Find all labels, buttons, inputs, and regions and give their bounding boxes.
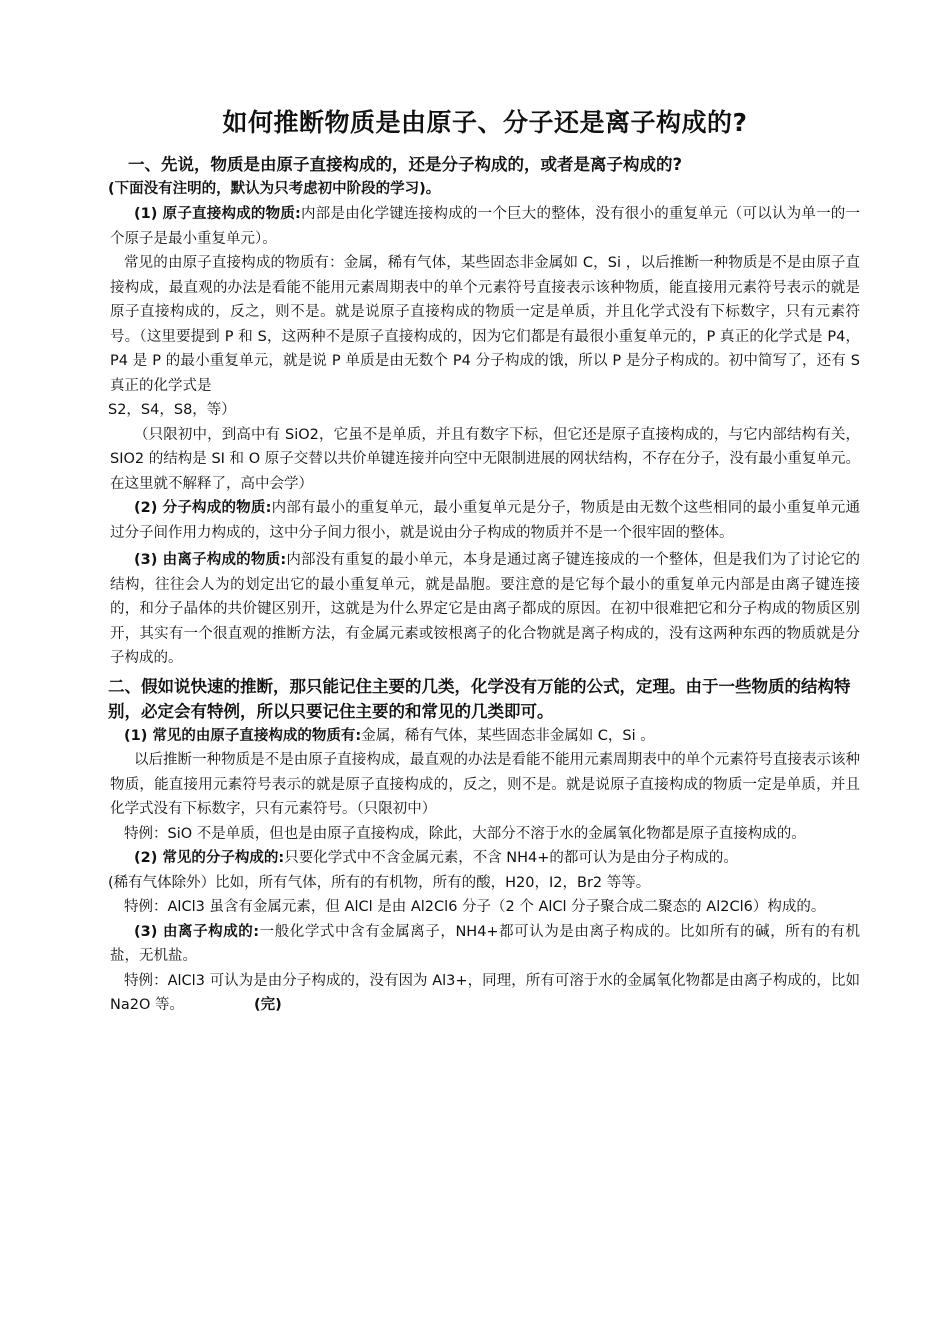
section2-molecule-label: (2) 常见的分子构成的:	[134, 850, 285, 866]
section2-atom-paragraph	[110, 724, 860, 749]
document-page	[110, 104, 860, 1018]
section1-heading: 一、先说，物质是由原子直接构成的，还是分子构成的，或者是离子构成的?	[128, 155, 683, 174]
section2-heading: 二、假如说快速的推断，那只能记住主要的几类，化学没有万能的公式，定理。由于一些物质的结构特别，必定会有特例，所以只要记住主要的和常见的几类即可。	[108, 676, 851, 721]
section1-molecule-text: 内部有最小的重复单元，最小重复单元是分子，物质是由无数个这些相同的最小重复单元通过分子间作用力构成的，这中分子间力很小，就是说由分子构成的物质并不是一个很牢固的整体。	[110, 500, 860, 541]
section1-ion-text: 内部没有重复的最小单元，本身是通过离子键连接成的一个整体，但是我们为了讨论它的结构，往往会人为的划定出它的最小重复单元，就是晶胞。要注意的是它每个最小的重复单元内部是由离子键连接的，和分子晶体的共价键区别开，这就是为什么界定它是由离子都成的原因。在初中很难把它和分子构成的物质区别开，其实有一个很直观的推断方法，有金属元素或铵根离子的化合物就是离子构成的，没有这两种东西的物质就是分子构成的。	[110, 552, 860, 666]
section2-atom-paragraph-2: 以后推断一种物质是不是由原子直接构成，最直观的办法是看能不能用元素周期表中的单个元素符号直接表示该种物质，能直接用元素符号表示的就是原子直接构成的，反之，则不是。就是说原子直接构成的物质一定是单质，并且化学式没有下标数字，只有元素符号。（只限初中）	[110, 752, 860, 817]
section1-atom-paragraph	[110, 202, 860, 251]
end-mark: (完)	[253, 997, 282, 1013]
section2-atom-text: 金属，稀有气体，某些固态非金属如 C，Si 。	[361, 727, 655, 744]
section2-atom-special: 特例：SiO 不是单质，但也是由原子直接构成，除此，大部分不溶于水的金属氧化物都是原子直接构成的。	[124, 825, 806, 842]
section2-atom-label: (1) 常见的由原子直接构成的物质有:	[124, 727, 362, 744]
section2-ion-special-text: 特例：AlCl3 可认为是由分子构成的，没有因为 Al3+，同理，所有可溶于水的金属氧化物都是由离子构成的，比如 Na2O 等。	[110, 972, 860, 1013]
section2-molecule-paragraph-2: (稀有气体除外）比如，所有气体，所有的有机物，所有的酸，H20，I2，Br2 等等。	[108, 874, 651, 891]
section1-atom-paragraph-2: 常见的由原子直接构成的物质有：金属，稀有气体，某些固态非金属如 C，Si ，以后推断一种物质是不是由原子直接构成，最直观的办法是看能不能用元素周期表中的单个元素符号直接表示该种物质，能直接用元素符号表示的就是原子直接构成的，反之，则不是。就是说原子直接构成的物质一定是单质，并且化学式没有下标数字，只有元素符号。（这里要提到 P 和 S，这两种不是原子直接构成的，因为它们都是有最很小重复单元的，P 真正的化学式是 P4，P4 是 P 的最小重复单元，就是说 P 单质是由无数个 P4 分子构成的饿，所以 P 是分子构成的。初中简写了，还有 S 真正的化学式是	[110, 255, 860, 394]
section1-atom-text: 内部是由化学键连接构成的一个巨大的整体，没有很小的重复单元（可以认为单一的一个原子是最小重复单元）。	[110, 206, 860, 247]
section2-ion-label: (3) 由离子构成的:	[134, 923, 260, 940]
section1-molecule-paragraph	[110, 496, 860, 545]
section2-ion-paragraph	[110, 920, 860, 969]
page-title: 如何推断物质是由原子、分子还是离子构成的?	[222, 108, 748, 137]
section1-note: (下面没有注明的，默认为只考虑初中阶段的学习)。	[108, 181, 441, 197]
section1-atom-paragraph-2-tail: S2，S4，S8，等）	[108, 402, 236, 418]
section1-ion-paragraph	[110, 548, 860, 671]
section2-molecule-text: 只要化学式中不含金属元素，不含 NH4+的都可认为是由分子构成的。	[284, 850, 738, 866]
section2-molecule-special: 特例：AlCl3 虽含有金属元素，但 AlCl 是由 Al2Cl6 分子（2 个 AlCl 分子聚合成二聚态的 Al2Cl6）构成的。	[124, 899, 826, 915]
section1-ion-label: (3) 由离子构成的物质:	[134, 552, 287, 568]
section2-ion-text: 一般化学式中含有金属离子，NH4+都可认为是由离子构成的。比如所有的碱，所有的有机盐，无机盐。	[110, 923, 860, 964]
section2-ion-special	[110, 969, 860, 1018]
section1-molecule-label: (2) 分子构成的物质:	[134, 500, 272, 516]
section2-molecule-paragraph	[110, 846, 860, 871]
section1-atom-label: (1) 原子直接构成的物质:	[134, 206, 301, 222]
section1-atom-paragraph-3: （只限初中，到高中有 SiO2，它虽不是单质，并且有数字下标，但它还是原子直接构成的，与它内部结构有关，SIO2 的结构是 SI 和 O 原子交替以共价单键连接并向空中无限制进展的网状结构，不存在分子，没有最小重复单元。在这里就不解释了，高中会学）	[110, 426, 860, 492]
